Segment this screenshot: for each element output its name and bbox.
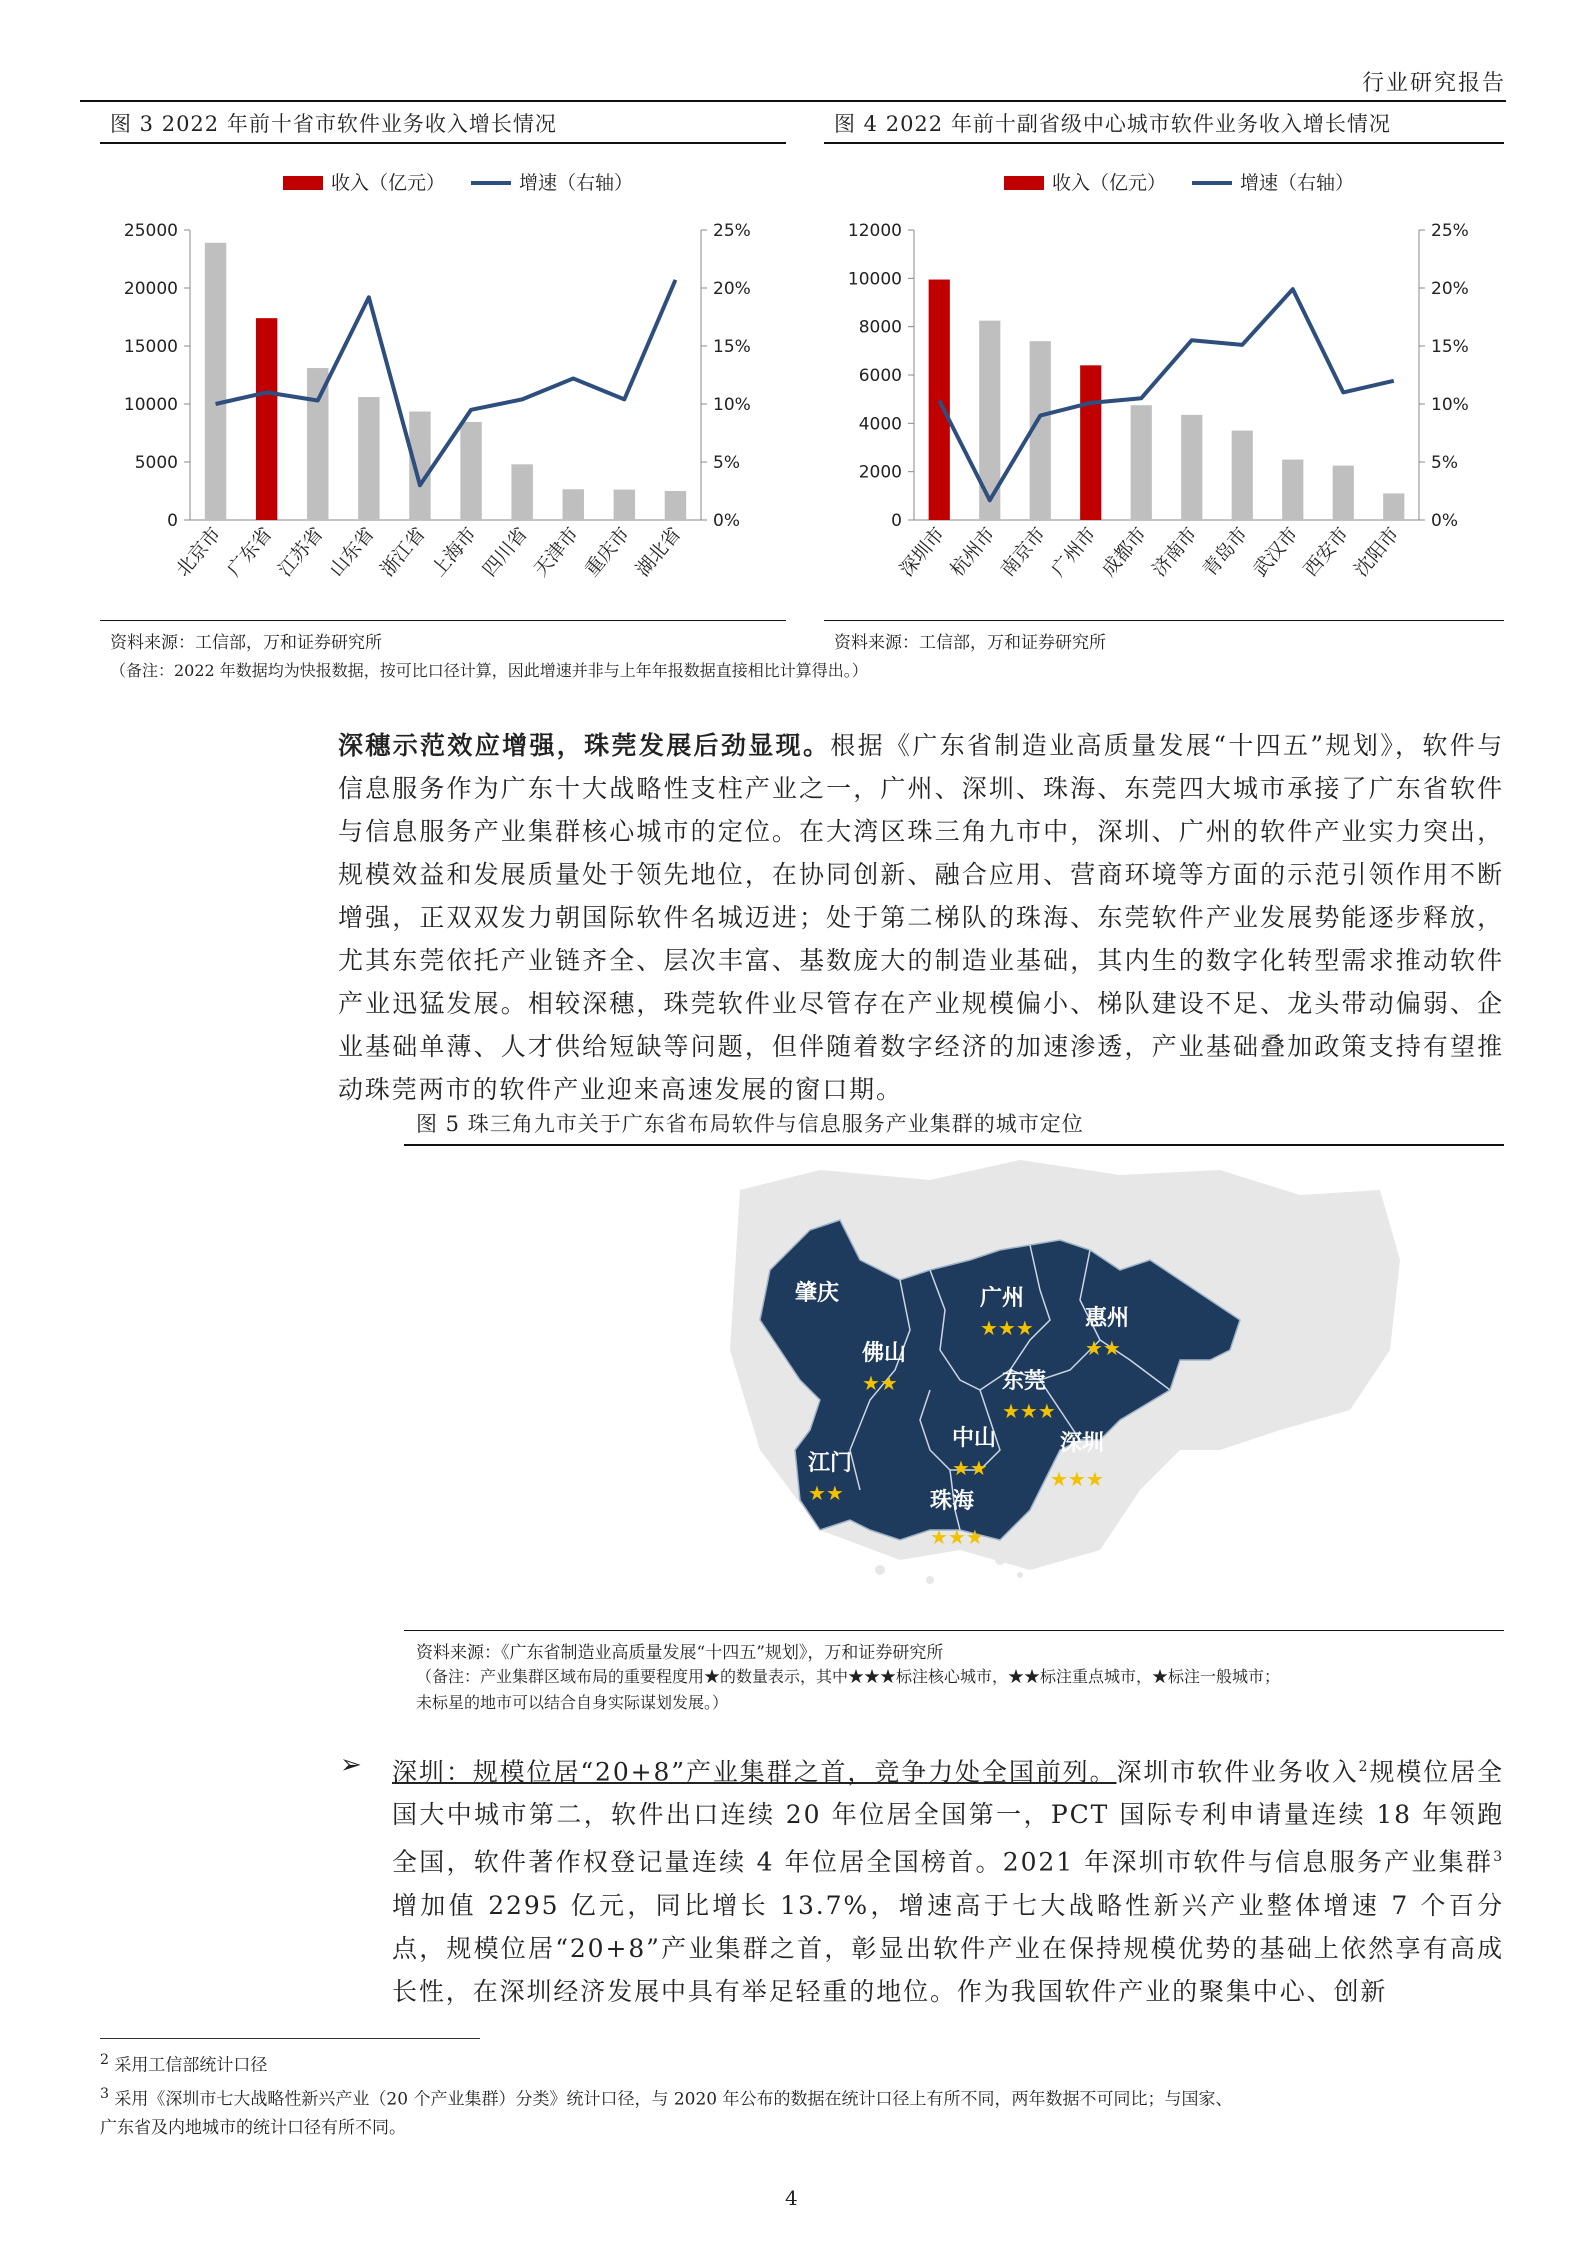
- legend-bar-swatch: [1004, 176, 1044, 190]
- y-right-tick-label: 5%: [1431, 453, 1458, 473]
- bar-8: [614, 490, 635, 520]
- y-left-tick-label: 20000: [123, 279, 178, 299]
- footnote-2: [100, 2046, 1504, 2080]
- figure5-source: 资料来源：《广东省制造业高质量发展“十四五”规划》，万和证券研究所: [416, 1643, 944, 1663]
- category-label-1: 广东省: [222, 523, 277, 581]
- report-header-title: 行业研究报告: [1361, 71, 1506, 96]
- map-stars-5: ★★: [952, 1456, 988, 1480]
- figure-note: （备注：2022 年数据均为快报数据，按可比口径计算，因此增速并非与上年年报数据直接相比计算得出。）: [110, 661, 868, 680]
- map-label-4: 东莞: [1002, 1368, 1047, 1394]
- footnote-2-mark: 2: [100, 2052, 110, 2068]
- paragraph-1-lead: 深穗示范效应增强，珠莞发展后劲显现。: [338, 731, 831, 760]
- y-left-tick-label: 8000: [858, 317, 902, 338]
- y-right-tick-label: 25%: [1431, 221, 1469, 241]
- category-label-5: 上海市: [427, 523, 481, 581]
- y-right-tick-label: 0%: [1431, 511, 1458, 531]
- page-number: 4: [785, 2186, 798, 2210]
- map-stars-8: ★★★: [930, 1525, 984, 1549]
- category-label-3: 山东省: [325, 523, 379, 581]
- bar-0: [929, 280, 950, 520]
- map-stars-7: ★★: [808, 1481, 844, 1505]
- bar-0: [205, 243, 226, 520]
- y-left-tick-label: 15000: [123, 337, 178, 357]
- bar-3: [1080, 365, 1101, 520]
- bar-8: [1333, 466, 1354, 520]
- y-left-tick-label: 10000: [847, 269, 902, 290]
- bar-7: [1282, 460, 1303, 520]
- legend-bar-label: 收入（亿元）: [1052, 172, 1167, 194]
- map-label-7: 江门: [808, 1450, 853, 1476]
- chart-legend: [283, 172, 633, 194]
- y-left-tick-label: 4000: [858, 414, 902, 435]
- y-right-tick-label: 0%: [713, 511, 740, 531]
- bar-7: [563, 489, 584, 520]
- map-stars-4: ★★★: [1002, 1399, 1056, 1423]
- map-label-5: 中山: [952, 1425, 997, 1451]
- map-stars-1: ★★★: [980, 1316, 1034, 1340]
- figure3-chart: [100, 150, 786, 618]
- figure3-source: 资料来源：工信部，万和证券研究所: [110, 633, 382, 653]
- bullet-lead: 深圳：规模位居“20+8”产业集群之首，竞争力处全国前列。: [392, 1757, 1117, 1787]
- y-right-tick-label: 15%: [713, 337, 751, 357]
- bullet-mark: ➢: [340, 1750, 362, 1780]
- bullet-text-b: 规模位居全国大中城市第二，软件出口连续 20 年位居全国第一，PCT 国际专利申请量连续 18 年领跑全国，软件著作权登记量连续 4 年位居全国榜首。2021 年深圳市软件与信息服务产业集群: [392, 1757, 1504, 1877]
- bar-4: [1131, 405, 1152, 520]
- footnote-3: [100, 2080, 1504, 2142]
- bar-6: [511, 464, 532, 520]
- legend-line-label: 增速（右轴）: [1240, 172, 1355, 194]
- bar-3: [358, 397, 379, 520]
- paragraph-1: [338, 724, 1504, 1111]
- footnote-3-line2: 广东省及内地城市的统计口径有所不同。: [100, 2117, 406, 2138]
- y-right-tick-label: 10%: [1431, 395, 1469, 415]
- figure4-title: 图 4 2022 年前十副省级中心城市软件业务收入增长情况: [834, 112, 1391, 136]
- legend-line-label: 增速（右轴）: [519, 172, 634, 194]
- y-right-tick-label: 20%: [713, 279, 751, 299]
- category-label-2: 南京市: [996, 523, 1051, 581]
- map-label-3: 佛山: [862, 1340, 907, 1366]
- bar-2: [307, 368, 328, 520]
- bar-5: [460, 422, 481, 520]
- bar-6: [1232, 431, 1253, 520]
- category-label-4: 成都市: [1097, 523, 1152, 581]
- map-stars-3: ★★: [862, 1371, 898, 1395]
- y-right-tick-label: 15%: [1431, 337, 1469, 357]
- legend-bar-swatch: [283, 176, 323, 190]
- category-label-3: 广州市: [1047, 523, 1101, 581]
- map-label-6: 深圳: [1060, 1430, 1105, 1456]
- footnote-2-text: 采用工信部统计口径: [114, 2055, 268, 2076]
- figure4-bottom-rule: [824, 620, 1504, 621]
- category-label-2: 江苏省: [274, 523, 328, 581]
- prd-map: [700, 1150, 1420, 1620]
- category-label-9: 湖北省: [631, 523, 686, 581]
- y-right-tick-label: 20%: [1431, 279, 1469, 299]
- category-label-4: 浙江省: [376, 523, 430, 581]
- legend-bar-label: 收入（亿元）: [331, 172, 446, 194]
- bar-1: [256, 318, 277, 520]
- paragraph-1-text: 根据《广东省制造业高质量发展“十四五”规划》，软件与信息服务作为广东十大战略性支柱产业之一，广州、深圳、珠海、东莞四大城市承接了广东省软件与信息服务产业集群核心城市的定位。在大湾区珠三角九市中，深圳、广州的软件产业实力突出，规模效益和发展质量处于领先地位，在协同创新、融合应用、营商环境等方面的示范引领作用不断增强，正双双发力朝国际软件名城迈进；处于第二梯队的珠海、东莞软件产业发展势能逐步释放，尤其东莞依托产业链齐全、层次丰富、基数庞大的制造业基础，其内生的数字化转型需求推动软件产业迅猛发展。相较深穗，珠莞软件业尽管存在产业规模偏小、梯队建设不足、龙头带动偏弱、企业基础单薄、人才供给短缺等问题，但伴随着数字经济的加速渗透，产业基础叠加政策支持有望推动珠莞两市的软件产业迎来高速发展的窗口期。: [338, 731, 1504, 1104]
- growth-line: [216, 280, 676, 485]
- y-left-tick-label: 12000: [847, 221, 902, 241]
- footnote-ref-3[interactable]: 3: [1493, 1849, 1504, 1866]
- figure3-title: 图 3 2022 年前十省市软件业务收入增长情况: [110, 112, 557, 136]
- category-label-8: 重庆市: [580, 523, 635, 581]
- bullet-text-c: 增加值 2295 亿元，同比增长 13.7%，增速高于七大战略性新兴产业整体增速 7 个百分点，规模位居“20+8”产业集群之首，彰显出软件产业在保持规模优势的基础上依然享有高成长性，在深圳经济发展中具有举足轻重的地位。作为我国软件产业的聚集中心、创新: [392, 1890, 1504, 2006]
- y-left-tick-label: 6000: [858, 366, 902, 386]
- map-label-1: 广州: [980, 1285, 1025, 1311]
- category-label-7: 天津市: [529, 523, 584, 581]
- bullet-text-a: 深圳市软件业务收入: [1116, 1757, 1359, 1787]
- map-label-8: 珠海: [930, 1488, 975, 1514]
- chart-legend: [1004, 172, 1354, 194]
- bar-5: [1181, 415, 1202, 520]
- y-left-tick-label: 0: [891, 511, 902, 531]
- category-label-5: 济南市: [1148, 523, 1202, 581]
- figure5-note-line2: 未标星的地市可以结合自身实际谋划发展。）: [416, 1693, 729, 1712]
- footnote-3-mark: 3: [100, 2086, 110, 2102]
- y-right-tick-label: 25%: [713, 221, 751, 241]
- footnote-3-line1: 采用《深圳市七大战略性新兴产业（20 个产业集群）分类》统计口径，与 2020 年公布的数据在统计口径上有所不同，两年数据不可同比；与国家、: [114, 2089, 1233, 2110]
- figure5-note-line1: （备注：产业集群区域布局的重要程度用★的数量表示，其中★★★标注核心城市，★★标注重点城市，★标注一般城市；: [416, 1667, 1281, 1686]
- bar-4: [409, 412, 430, 520]
- category-label-1: 杭州市: [946, 523, 1000, 581]
- bar-9: [1383, 493, 1404, 520]
- category-label-0: 深圳市: [895, 523, 950, 581]
- figure3-title-rule: [100, 142, 786, 144]
- figure4-source: 资料来源：工信部，万和证券研究所: [834, 633, 1106, 653]
- map-label-0: 肇庆: [795, 1280, 840, 1306]
- bullet-paragraph: [392, 1746, 1504, 2013]
- map-stars-2: ★★: [1085, 1336, 1121, 1360]
- figure4-chart: [824, 150, 1504, 618]
- category-label-0: 北京市: [171, 523, 226, 581]
- map-label-2: 惠州: [1085, 1305, 1130, 1331]
- y-left-tick-label: 10000: [123, 395, 178, 415]
- y-left-tick-label: 2000: [858, 462, 902, 483]
- y-left-tick-label: 5000: [134, 453, 178, 473]
- figure5-title: 图 5 珠三角九市关于广东省布局软件与信息服务产业集群的城市定位: [416, 1112, 1084, 1136]
- y-right-tick-label: 5%: [713, 453, 740, 473]
- figure4-title-rule: [824, 142, 1504, 144]
- figure5-title-rule: [404, 1144, 1504, 1146]
- header-rule: [80, 100, 1506, 102]
- category-label-9: 沈阳市: [1350, 523, 1404, 581]
- bar-9: [665, 491, 686, 520]
- y-right-tick-label: 10%: [713, 395, 751, 415]
- footnote-ref-2[interactable]: 2: [1358, 1759, 1370, 1775]
- figure5-bottom-rule: [404, 1630, 1504, 1631]
- growth-line: [939, 289, 1394, 500]
- figure3-bottom-rule: [100, 620, 786, 621]
- footnote-rule: [100, 2038, 480, 2039]
- category-label-7: 武汉市: [1249, 523, 1303, 581]
- y-left-tick-label: 0: [167, 511, 178, 531]
- y-left-tick-label: 25000: [123, 221, 178, 241]
- map-stars-6: ★★★: [1050, 1467, 1104, 1491]
- category-label-8: 西安市: [1299, 523, 1354, 581]
- category-label-6: 青岛市: [1198, 523, 1253, 581]
- category-label-6: 四川省: [478, 523, 532, 581]
